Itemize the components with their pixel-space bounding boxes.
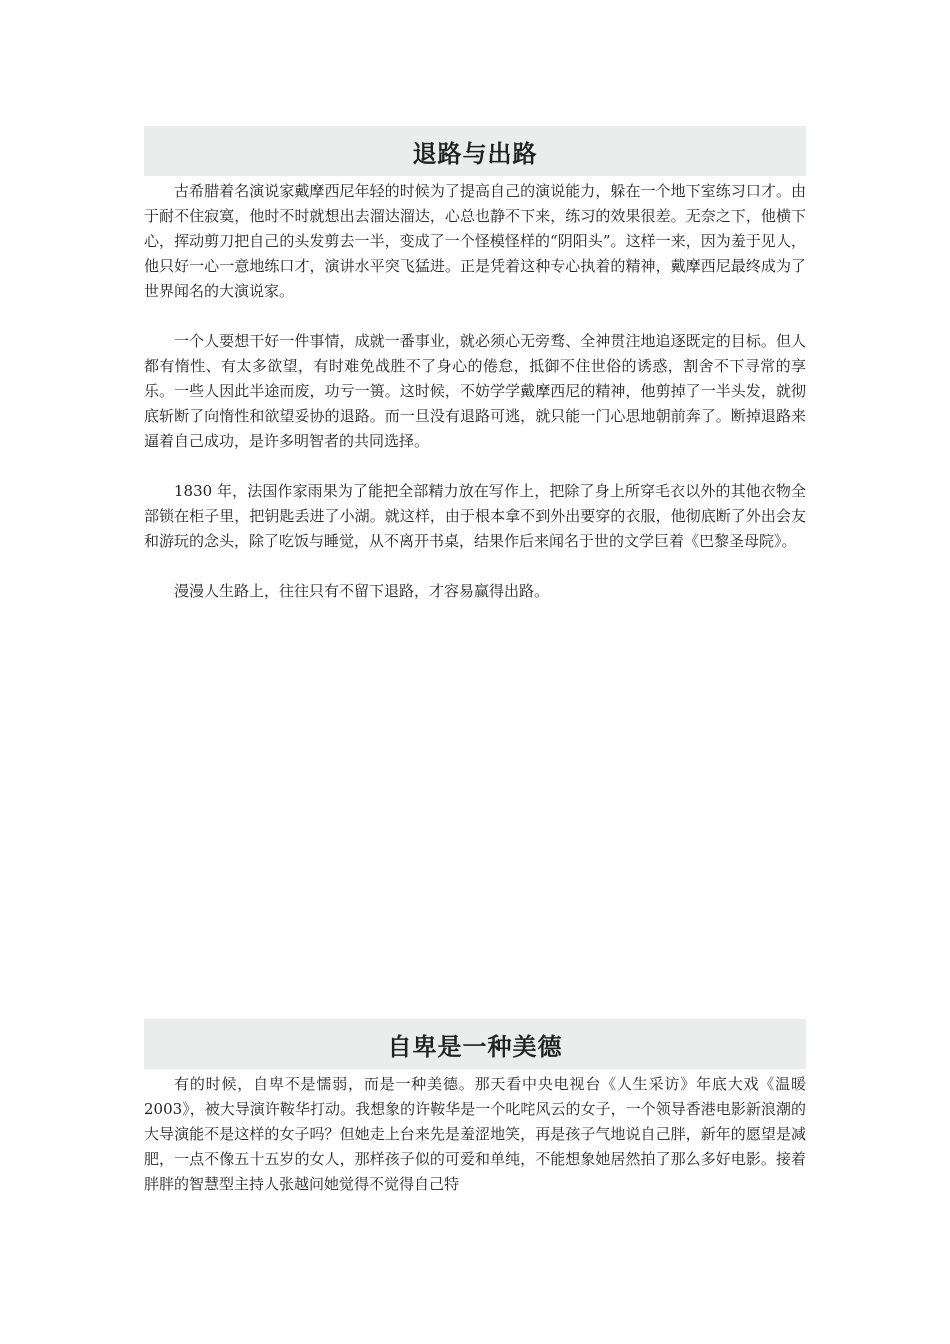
- article-title: 自卑是一种美德: [387, 1032, 563, 1061]
- article-retreat-and-way-out: [144, 126, 806, 604]
- article-title-bar: [144, 126, 806, 176]
- paragraph: 一个人要想干好一件事情，成就一番事业，就必须心无旁骛、全神贯注地追逐既定的目标。但人都有惰性、有太多欲望，有时难免战胜不了身心的倦怠，抵御不住世俗的诱惑，割舍不下寻常的享乐。一些人因此半途而废，功亏一篑。这时候，不妨学学戴摩西尼的精神，他剪掉了一半头发，就彻底斩断了向惰性和欲望妥协的退路。而一旦没有退路可逃，就只能一门心思地朝前奔了。断掉退路来逼着自己成功，是许多明智者的共同选择。: [144, 332, 806, 450]
- article-inferiority-is-a-virtue: [144, 1019, 806, 1197]
- paragraph: 1830 年，法国作家雨果为了能把全部精力放在写作上，把除了身上所穿毛衣以外的其他衣物全部锁在柜子里，把钥匙丢进了小湖。就这样，由于根本拿不到外出要穿的衣服，他彻底断了外出会友和游玩的念头，除了吃饭与睡觉，从不离开书桌，结果作后来闻名于世的文学巨着《巴黎圣母院》。: [144, 482, 806, 550]
- paragraph: 漫漫人生路上，往往只有不留下退路，才容易赢得出路。: [174, 582, 550, 600]
- paragraph: 有的时候，自卑不是懦弱，而是一种美德。那天看中央电视台《人生采访》年底大戏《温暖 2003》，被大导演许鞍华打动。我想象的许鞍华是一个叱咤风云的女子，一个领导香港电影新浪潮的大导演能不是这样的女子吗？但她走上台来先是羞涩地笑，再是孩子气地说自己胖，新年的愿望是减肥，一点不像五十五岁的女人，那样孩子似的可爱和单纯，不能想象她居然拍了那么多好电影。接着胖胖的智慧型主持人张越问她觉得不觉得自己特: [144, 1075, 806, 1193]
- article-title-bar: [144, 1019, 806, 1069]
- article-title: 退路与出路: [412, 139, 538, 168]
- paragraph: 古希腊着名演说家戴摩西尼年轻的时候为了提高自己的演说能力，躲在一个地下室练习口才。由于耐不住寂寞，他时不时就想出去溜达溜达，心总也静不下来，练习的效果很差。无奈之下，他横下心，挥动剪刀把自己的头发剪去一半，变成了一个怪模怪样的“阴阳头”。这样一来，因为羞于见人，他只好一心一意地练口才，演讲水平突飞猛进。正是凭着这种专心执着的精神，戴摩西尼最终成为了世界闻名的大演说家。: [144, 182, 806, 300]
